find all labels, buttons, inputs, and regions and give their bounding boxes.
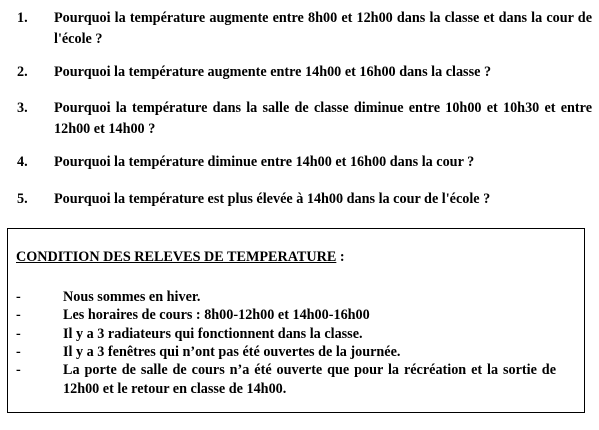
condition-bullet: - xyxy=(16,289,21,305)
condition-text: Nous sommes en hiver. xyxy=(63,289,201,305)
question-4 xyxy=(17,152,592,173)
question-number: 3. xyxy=(17,100,28,116)
conditions-title xyxy=(16,248,345,266)
question-text: Pourquoi la température diminue entre 14h00 et 16h00 dans la cour ? xyxy=(54,154,475,170)
condition-item xyxy=(16,361,556,399)
question-text: Pourquoi la température est plus élevée à 14h00 dans la cour de l'école ? xyxy=(54,191,491,207)
question-text: Pourquoi la température dans la salle de classe diminue entre 10h00 et 10h30 et entre 12h00 et 14h00 ? xyxy=(54,100,592,137)
condition-item xyxy=(16,288,556,307)
question-number: 4. xyxy=(17,154,28,170)
condition-text: Il y a 3 radiateurs qui fonctionnent dans la classe. xyxy=(63,326,363,342)
condition-bullet: - xyxy=(16,362,21,378)
condition-item xyxy=(16,325,556,344)
question-number: 2. xyxy=(17,64,28,80)
condition-bullet: - xyxy=(16,326,21,342)
condition-bullet: - xyxy=(16,344,21,360)
condition-text: Les horaires de cours : 8h00-12h00 et 14h00-16h00 xyxy=(63,307,370,323)
conditions-box xyxy=(7,228,585,413)
condition-item xyxy=(16,343,556,362)
question-text: Pourquoi la température augmente entre 8h00 et 12h00 dans la classe et dans la cour de l'école ? xyxy=(54,10,592,47)
question-number: 1. xyxy=(17,10,28,26)
conditions-title-text: CONDITION DES RELEVES DE TEMPERATURE xyxy=(16,249,337,265)
conditions-title-suffix: : xyxy=(336,249,345,265)
question-1 xyxy=(17,8,592,50)
question-5 xyxy=(17,189,592,210)
condition-item xyxy=(16,306,556,325)
question-text: Pourquoi la température augmente entre 14h00 et 16h00 dans la classe ? xyxy=(54,64,492,80)
question-2 xyxy=(17,62,592,83)
condition-text: Il y a 3 fenêtres qui n’ont pas été ouvertes de la journée. xyxy=(63,344,401,360)
condition-bullet: - xyxy=(16,307,21,323)
question-3 xyxy=(17,98,592,140)
condition-text: La porte de salle de cours n’a été ouverte que pour la récréation et la sortie de 12h00 et le retour en classe de 14h00. xyxy=(63,362,556,397)
question-number: 5. xyxy=(17,191,28,207)
